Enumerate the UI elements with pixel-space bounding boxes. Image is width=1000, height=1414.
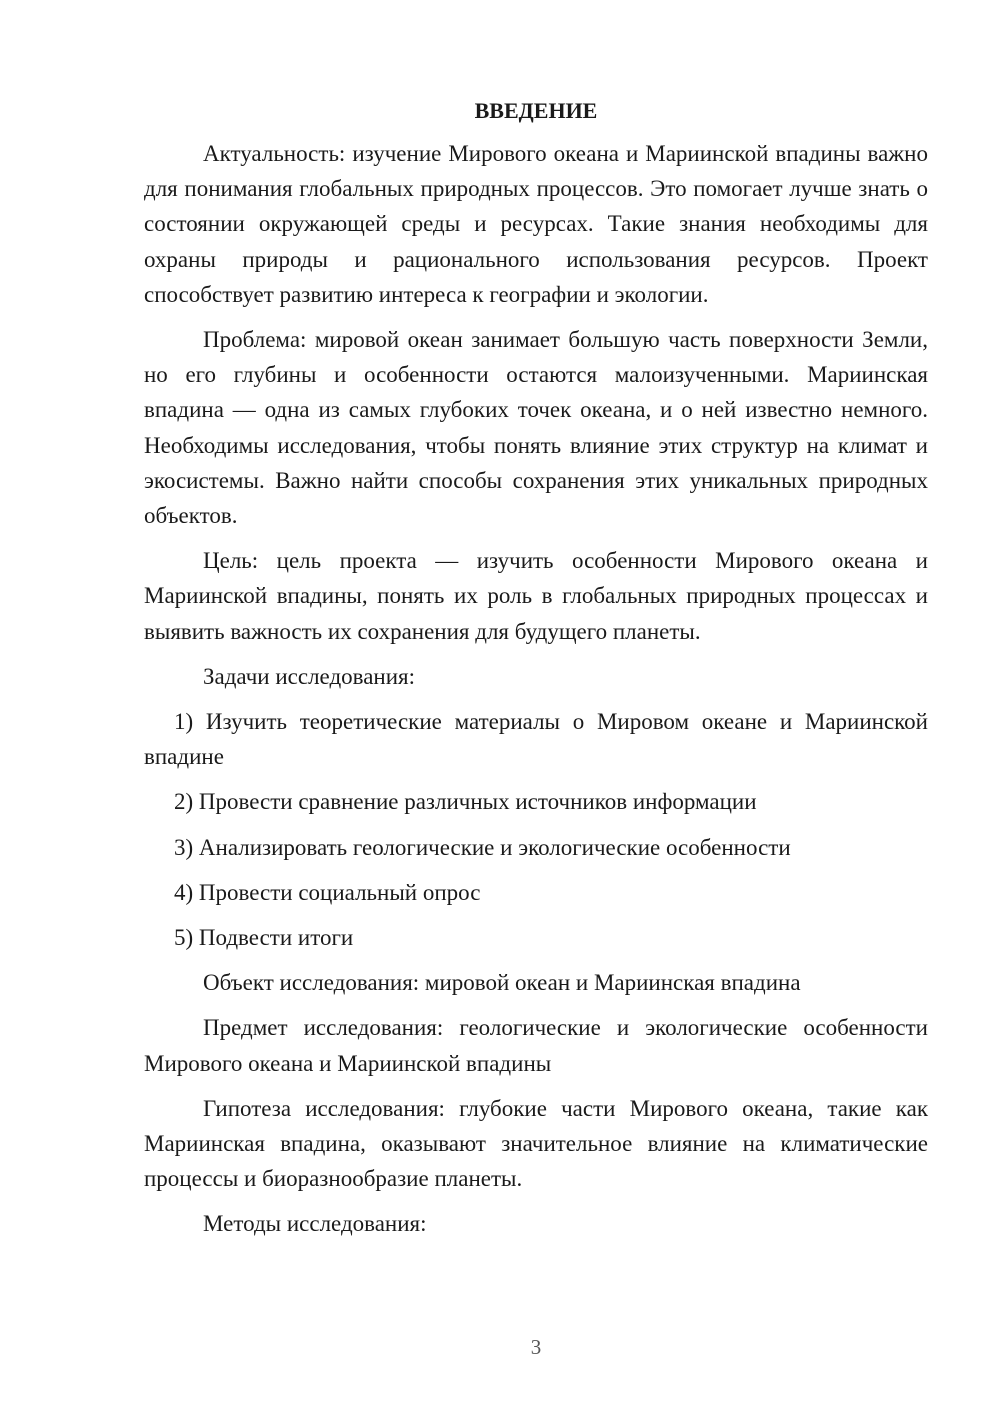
- relevance-paragraph: Актуальность: изучение Мирового океана и Мариинской впадины важно для понимания глобальных природных процессов. Это помогает лучше знать о состоянии окружающей среды и ресурсах. Такие знания необходимы для охраны природы и рационального использования ресурсов. Проект способствует развитию интереса к географии и экологии.: [144, 141, 928, 307]
- document-body: [144, 96, 928, 1242]
- task-item-4: 4) Провести социальный опрос: [174, 879, 481, 905]
- task-item-1: 1) Изучить теоретические материалы о Мировом океане и Мариинской впадине: [144, 709, 928, 770]
- hypothesis-paragraph: Гипотеза исследования: глубокие части Мирового океана, такие как Мариинская впадина, оказывают значительное влияние на климатические процессы и биоразнообразие планеты.: [144, 1095, 928, 1192]
- goal-paragraph: Цель: цель проекта — изучить особенности Мирового океана и Мариинской впадины, понять их роль в глобальных природных процессах и выявить важность их сохранения для будущего планеты.: [144, 548, 928, 644]
- page-number: 3: [530, 1335, 542, 1359]
- subject-paragraph: Предмет исследования: геологические и экологические особенности Мирового океана и Мариинской впадины: [144, 1015, 928, 1076]
- object-paragraph: Объект исследования: мировой океан и Мариинская впадина: [203, 970, 801, 996]
- problem-paragraph: Проблема: мировой океан занимает большую часть поверхности Земли, но его глубины и особенности остаются малоизученными. Мариинская впадина — одна из самых глубоких точек океана, и о ней известно немного. Необходимы исследования, чтобы понять влияние этих структур на климат и экосистемы. Важно найти способы сохранения этих уникальных природных объектов.: [144, 327, 928, 529]
- task-item-3: 3) Анализировать геологические и экологические особенности: [174, 834, 791, 860]
- task-item-2: 2) Провести сравнение различных источников информации: [174, 789, 757, 815]
- methods-heading: Методы исследования:: [203, 1211, 427, 1237]
- section-title: ВВЕДЕНИЕ: [474, 98, 598, 123]
- tasks-heading: Задачи исследования:: [203, 663, 416, 689]
- task-item-5: 5) Подвести итоги: [174, 925, 354, 951]
